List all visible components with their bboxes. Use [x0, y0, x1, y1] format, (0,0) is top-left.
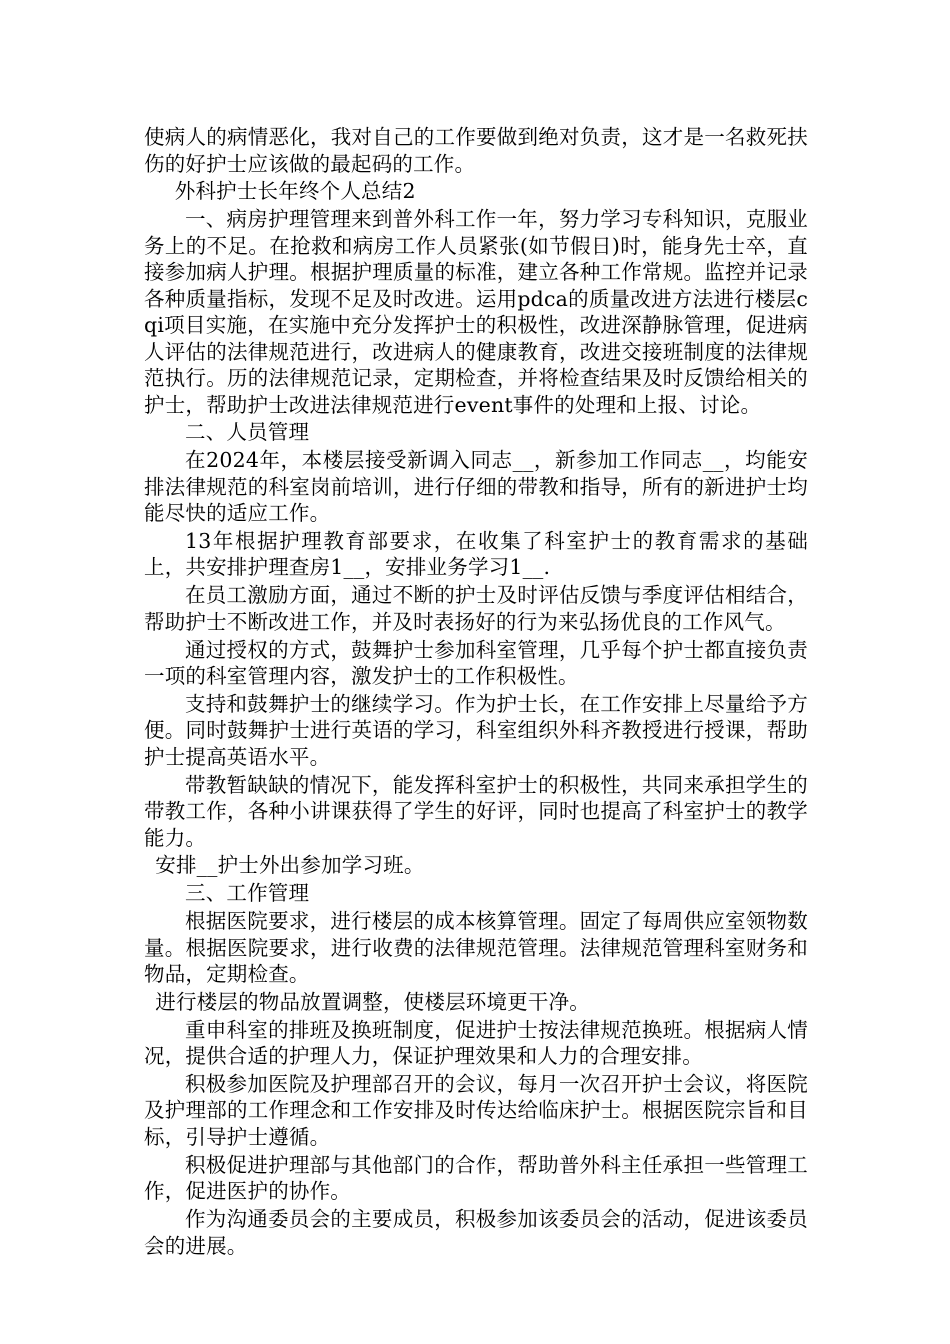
- paragraph-training-class: 安排__护士外出参加学习班。: [155, 853, 425, 878]
- paragraph-continuing-study: 支持和鼓舞护士的继续学习。作为护士长，在工作安排上尽量给予方便。同时鼓舞护士进行英语的学习，科室组织外科齐教授进行授课，帮助护士提高英语水平。: [144, 691, 808, 769]
- paragraph-new-staff: 在2024年，本楼层接受新调入同志__，新参加工作同志__，均能安排法律规范的科室岗前培训，进行仔细的带教和指导，所有的新进护士均能尽快的适应工作。: [144, 448, 808, 526]
- document-body: [144, 124, 808, 1260]
- paragraph-teaching: 带教暂缺缺的情况下，能发挥科室护士的积极性，共同来承担学生的带教工作，各种小讲课获得了学生的好评，同时也提高了科室护士的教学能力。: [144, 772, 808, 850]
- paragraph-item-placement: 进行楼层的物品放置调整，使楼层环境更干净。: [155, 989, 590, 1014]
- paragraph-committee: 作为沟通委员会的主要成员，积极参加该委员会的活动，促进该委员会的进展。: [144, 1207, 808, 1258]
- paragraph-incentives: 在员工激励方面，通过不断的护士及时评估反馈与季度评估相结合，帮助护士不断改进工作，并及时表扬好的行为来弘扬优良的工作风气。: [144, 583, 808, 634]
- heading-work-management: 三、工作管理: [185, 881, 310, 906]
- paragraph-education: 13年根据护理教育部要求，在收集了科室护士的教育需求的基础上，共安排护理查房1__，安排业务学习1__.: [144, 528, 808, 580]
- heading-personnel-management: 二、人员管理: [185, 420, 310, 445]
- paragraph-authorization: 通过授权的方式，鼓舞护士参加科室管理，几乎每个护士都直接负责一项的科室管理内容，激发护士的工作积极性。: [144, 637, 808, 689]
- paragraph-meetings: 积极参加医院及护理部召开的会议，每月一次召开护士会议，将医院及护理部的工作理念和工作安排及时传达给临床护士。根据医院宗旨和目标，引导护士遵循。: [144, 1071, 808, 1149]
- paragraph-continuation: 使病人的病情恶化，我对自己的工作要做到绝对负责，这才是一名救死扶伤的好护士应该做的最起码的工作。: [144, 125, 808, 176]
- paragraph-cost-accounting: 根据医院要求，进行楼层的成本核算管理。固定了每周供应室领物数量。根据医院要求，进行收费的法律规范管理。法律规范管理科室财务和物品，定期检查。: [144, 909, 808, 987]
- paragraph-scheduling: 重申科室的排班及换班制度，促进护士按法律规范换班。根据病人情况，提供合适的护理人力，保证护理效果和人力的合理安排。: [144, 1017, 808, 1069]
- paragraph-cooperation: 积极促进护理部与其他部门的合作，帮助普外科主任承担一些管理工作，促进医护的协作。: [144, 1152, 808, 1204]
- paragraph-ward-management: 一、病房护理管理来到普外科工作一年，努力学习专科知识，克服业务上的不足。在抢救和病房工作人员紧张(如节假日)时，能身先士卒，直接参加病人护理。根据护理质量的标准，建立各种工作常规。监控并记录各种质量指标，发现不足及时改进。运用pdca的质量改进方法进行楼层cqi项目实施，在实施中充分发挥护士的积极性，改进深静脉管理，促进病人评估的法律规范进行，改进病人的健康教育，改进交接班制度的法律规范执行。历的法律规范记录，定期检查，并将检查结果及时反馈给相关的护士，帮助护士改进法律规范进行event事件的处理和上报、讨论。: [144, 207, 808, 417]
- section-title: 外科护士长年终个人总结2: [174, 179, 416, 204]
